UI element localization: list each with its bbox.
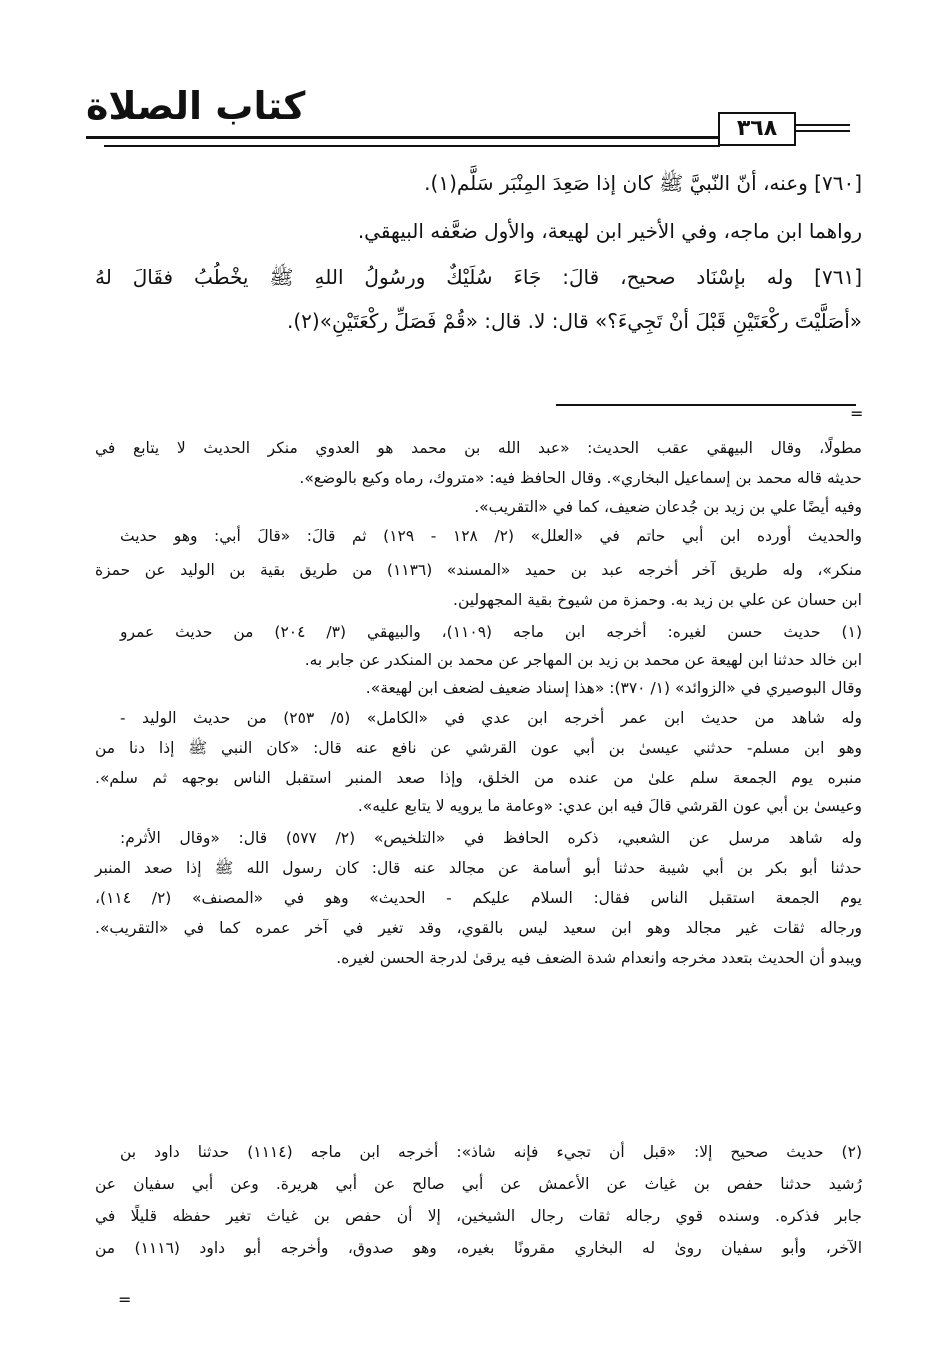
footnote-line: حدثنا أبو بكر بن أبي شيبة حدثنا أبو أسامة عن مجالد عنه قال: كان رسول الله ﷺ إذا صعد المنبر [95,859,862,877]
footnote-line: ورجاله ثقات غير مجالد وهو ابن سعيد ليس بالقوي، وقد تغير في آخر عمره كما في «التقريب». [95,919,862,937]
footnote-separator [556,404,856,406]
footnote-line: وله شاهد مرسل عن الشعبي، ذكره الحافظ في «التلخيص» (٢/ ٥٧٧) قال: «وقال الأثرم: [120,829,862,847]
footnote-line: وفيه أيضًا علي بن زيد بن جُدعان ضعيف، كما في «التقريب». [474,498,862,516]
hadith-761-line-1: [٧٦١] وله بإسْنَاد صحيح، قالَ: جَاءَ سُلَيْكٌ ورسُولُ اللهِ ﷺ يخْطُبُ فقَالَ لهُ [95,265,862,289]
hadith-760-source: رواهما ابن ماجه، وفي الأخير ابن لهيعة، والأول ضعَّفه البيهقي. [357,219,862,243]
header-rule-thin [104,145,720,147]
footnote-line: الآخر، وأبو سفيان روىٰ له البخاري مقرونًا بغيره، وهو صدوق، وأخرجه أبو داود (١١١٦) من [95,1239,862,1257]
footnote-line: ابن حسان عن علي بن زيد به. وحمزة من شيوخ بقية المجهولين. [453,591,862,609]
page-number: ٣٦٨ [718,112,796,146]
footnote-line: والحديث أورده ابن أبي حاتم في «العلل» (٢/ ١٢٨ - ١٢٩) ثم قالَ: «قالَ أبي: وهو حديث [120,527,862,545]
footnote-line: ويبدو أن الحديث بتعدد مخرجه وانعدام شدة الضعف فيه يرقىٰ لدرجة الحسن لغيره. [336,949,862,967]
header-rule-thick [86,136,720,139]
header-rule-right-bottom [794,130,850,132]
footnote-line: منبره يوم الجمعة سلم علىٰ من عنده من الخلق، وإذا صعد المنبر استقبل الناس بوجهه ثم سلم». [95,769,862,787]
book-title: كتاب الصلاة [86,84,306,128]
continuation-mark-top: = [850,404,864,423]
footnote-line: وقال البوصيري في «الزوائد» (١/ ٣٧٠): «هذا إسناد ضعيف لضعف ابن لهيعة». [365,679,862,697]
footnote-1-start: (١) حديث حسن لغيره: أخرجه ابن ماجه (١١٠٩)، والبيهقي (٣/ ٢٠٤) من حديث عمرو [120,623,862,641]
hadith-760: [٧٦٠] وعنه، أنّ النّبيَّ ﷺ كان إذا صَعِدَ المِنْبَر سَلَّم(١). [424,171,862,195]
footnote-line: رُشيد حدثنا حفص بن غياث عن الأعمش عن أبي صالح عن أبي هريرة. وعن أبي سفيان عن [95,1175,862,1193]
footnote-line: يوم الجمعة استقبل الناس فقال: السلام عليكم - الحديث» وهو في «المصنف» (٢/ ١١٤)، [95,889,862,907]
footnote-line: منكر»، وله طريق آخر أخرجه عبد بن حميد «المسند» (١١٣٦) من طريق بقية بن الوليد عن حمزة [95,561,863,579]
footnote-line: وعيسىٰ بن أبي عون القرشي قالَ فيه ابن عدي: «وعامة ما يرويه لا يتابع عليه». [357,797,862,815]
footnote-line: مطولًا، وقال البيهقي عقب الحديث: «عبد الله بن محمد هو العدوي منكر الحديث لا يتابع في [95,439,862,457]
footnote-2-start: (٢) حديث صحيح إلا: «قبل أن تجيء فإنه شاذ»: أخرجه ابن ماجه (١١١٤) حدثنا داود بن [120,1143,862,1161]
footnote-line: وهو ابن مسلم- حدثني عيسىٰ بن أبي عون القرشي عن نافع عنه قال: «كان النبي ﷺ إذا دنا من [95,739,862,757]
footnote-line: حديثه قاله محمد بن إسماعيل البخاري». وقال الحافظ فيه: «متروك، رماه وكيع بالوضع». [299,469,862,487]
footnote-line: وله شاهد من حديث ابن عمر أخرجه ابن عدي في «الكامل» (٥/ ٢٥٣) من حديث الوليد - [120,709,862,727]
footnote-line: ابن خالد حدثنا ابن لهيعة عن محمد بن زيد بن المهاجر عن محمد بن المنكدر عن جابر به. [304,651,862,669]
continuation-mark-bottom: = [118,1290,132,1309]
footnote-line: جابر فذكره. وسنده قوي رجاله ثقات رجال الشيخين، إلا أن حفص بن غياث تغير حفظه قليلًا في [95,1207,862,1225]
hadith-761-line-2: «أصَلَّيْتَ ركْعَتَيْنِ قَبْلَ أنْ تَجِيءَ؟» قال: لا. قال: «قُمْ فَصَلِّ ركْعَتَيْنِ»(٢). [286,309,862,333]
header-rule-right-top [794,124,850,126]
